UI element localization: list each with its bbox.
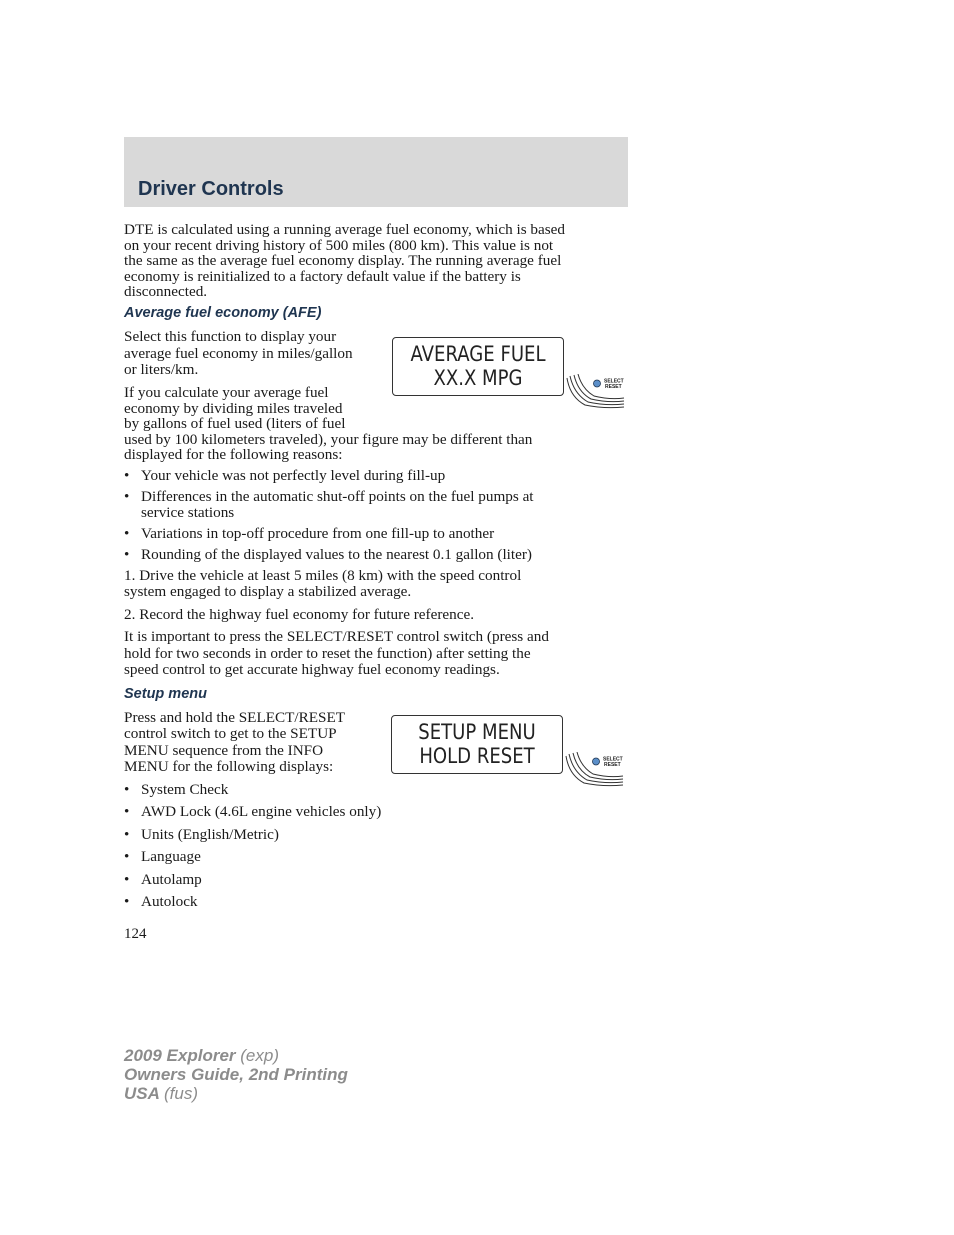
step-1-line: system engaged to display a stabilized average. [124, 583, 412, 600]
step-1-line: 1. Drive the vehicle at least 5 miles (8 km) with the speed control [124, 567, 522, 584]
afe-line: or liters/km. [124, 360, 199, 378]
section-title: Driver Controls [138, 178, 284, 200]
afe-line: displayed for the following reasons: [124, 446, 343, 463]
note-line: It is important to press the SELECT/RESET control switch (press and [124, 628, 549, 645]
select-label: SELECT [604, 378, 624, 385]
afe-heading: Average fuel economy (AFE) [124, 305, 322, 321]
setup-line: MENU sequence from the INFO [124, 741, 324, 759]
afe-line: economy by dividing miles traveled [124, 399, 343, 417]
document-footer [124, 1046, 348, 1103]
select-reset-button-icon [593, 758, 600, 765]
intro-line: economy is reinitialized to a factory default value if the battery is [124, 267, 521, 285]
list-item: • System Check [124, 781, 229, 798]
list-item: • Your vehicle was not perfectly level during fill-up [124, 467, 446, 484]
intro-line: DTE is calculated using a running average fuel economy, which is based [124, 221, 565, 238]
afe-line: If you calculate your average fuel [124, 384, 329, 401]
list-item: • Autolock [124, 893, 198, 910]
footer-line-1: 2009 Explorer (exp) [124, 1046, 279, 1065]
note-line: speed control to get accurate highway fuel economy readings. [124, 661, 500, 678]
afe-line: Select this function to display your [124, 328, 337, 345]
afe-display-line2: XX.X MPG [433, 366, 523, 390]
setup-display-panel [391, 715, 563, 774]
list-item: • Units (English/Metric) [124, 826, 279, 843]
intro-line: on your recent driving history of 500 miles (800 km). This value is not [124, 236, 554, 254]
afe-display-line1: AVERAGE FUEL [410, 342, 546, 366]
setup-line: Press and hold the SELECT/RESET [124, 709, 346, 726]
select-reset-button-icon [594, 380, 601, 387]
select-reset-switch-illustration [566, 374, 628, 410]
footer-line-2: Owners Guide, 2nd Printing [124, 1065, 348, 1084]
list-item: • Language [124, 848, 201, 865]
intro-line: the same as the average fuel economy display. The running average fuel [124, 252, 562, 269]
reset-label: RESET [605, 384, 622, 390]
list-item: • Autolamp [124, 871, 202, 888]
afe-line: used by 100 kilometers traveled), your figure may be different than [124, 430, 533, 448]
list-item: • Differences in the automatic shut-off points on the fuel pumps at service stations [124, 488, 534, 521]
setup-heading: Setup menu [124, 686, 207, 702]
note-line: hold for two seconds in order to reset the function) after setting the [124, 645, 531, 662]
intro-line: disconnected. [124, 283, 208, 300]
footer-line-3: USA (fus) [124, 1084, 198, 1103]
select-label: SELECT [603, 756, 623, 763]
reset-label: RESET [604, 762, 621, 768]
afe-line: average fuel economy in miles/gallon [124, 344, 353, 362]
list-item: • Variations in top-off procedure from one fill-up to another [124, 525, 495, 542]
step-2: 2. Record the highway fuel economy for future reference. [124, 606, 475, 623]
afe-display-panel [392, 337, 564, 396]
setup-line: MENU for the following displays: [124, 758, 334, 775]
setup-display-line2: HOLD RESET [419, 744, 535, 768]
list-item: • AWD Lock (4.6L engine vehicles only) [124, 803, 382, 820]
afe-line: by gallons of fuel used (liters of fuel [124, 415, 346, 432]
list-item: • Rounding of the displayed values to the nearest 0.1 gallon (liter) [124, 546, 532, 563]
setup-line: control switch to get to the SETUP [124, 725, 337, 742]
page-number: 124 [124, 926, 147, 942]
setup-display-line1: SETUP MENU [418, 720, 536, 744]
